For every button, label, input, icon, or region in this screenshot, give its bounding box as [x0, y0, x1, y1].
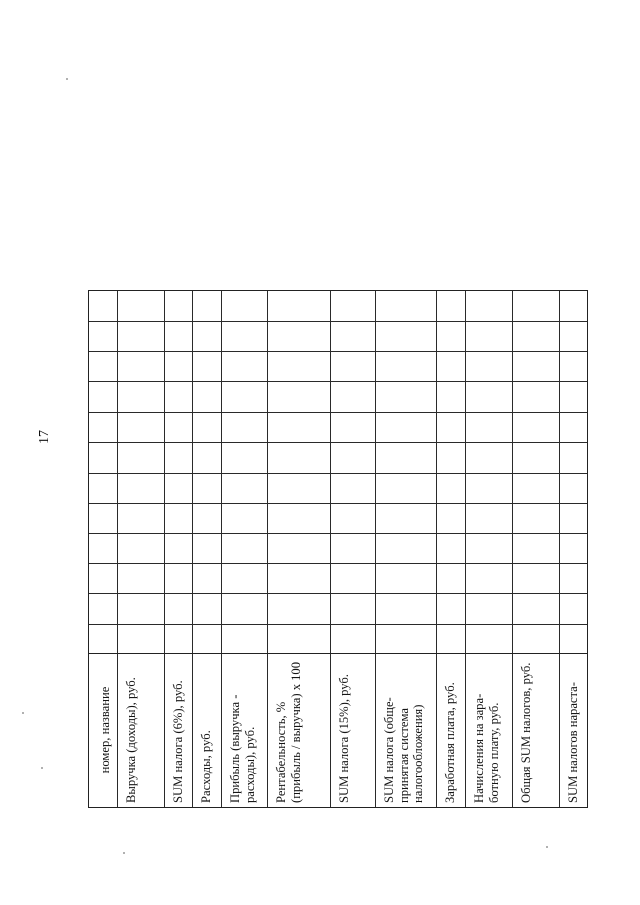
scan-speck: [546, 846, 548, 848]
column-divider: [192, 291, 193, 807]
page-number: 17: [37, 430, 52, 444]
header-cell-expenses: Расходы, руб.: [199, 730, 213, 803]
row-divider: [89, 593, 587, 594]
header-cell-total-tax: Общая SUM налогов, руб.: [519, 662, 533, 803]
header-cell-profit: Прибыль (выручка - расходы), руб.: [228, 694, 257, 803]
scan-speck: [22, 712, 24, 714]
scan-speck: [123, 852, 125, 854]
row-divider: [89, 473, 587, 474]
column-divider: [436, 291, 437, 807]
header-cell-salary: Заработная плата, руб.: [443, 682, 457, 803]
row-divider: [89, 563, 587, 564]
row-divider: [89, 533, 587, 534]
header-cell-tax-6: SUM налога (6%), руб.: [171, 680, 185, 803]
column-divider: [465, 291, 466, 807]
header-row-divider: [89, 653, 587, 654]
column-divider: [267, 291, 268, 807]
row-divider: [89, 351, 587, 352]
header-cell-tax-15: SUM налога (15%), руб.: [337, 674, 351, 803]
header-cell-number-name: номер, название: [98, 686, 112, 774]
column-divider: [375, 291, 376, 807]
scan-speck: [66, 78, 68, 80]
data-table: [88, 290, 588, 808]
column-divider: [221, 291, 222, 807]
scan-speck: [41, 767, 43, 769]
row-divider: [89, 442, 587, 443]
column-divider: [164, 291, 165, 807]
column-divider: [330, 291, 331, 807]
column-divider: [559, 291, 560, 807]
header-cell-tax-general: SUM налога (обще-принятая система налогообложения): [382, 697, 425, 803]
row-divider: [89, 503, 587, 504]
header-cell-revenue: Выручка (доходы), руб.: [124, 677, 138, 803]
row-divider: [89, 412, 587, 413]
row-divider: [89, 381, 587, 382]
header-cell-cumulative-tax: SUM налогов нараста-: [566, 682, 580, 803]
column-divider: [512, 291, 513, 807]
row-divider: [89, 624, 587, 625]
row-divider: [89, 321, 587, 322]
column-divider: [117, 291, 118, 807]
header-cell-profitability: Рентабельность, % (прибыль / выручка) х 100: [274, 661, 303, 803]
header-cell-salary-charges: Начисления на зара-ботную плату, руб.: [472, 693, 501, 803]
